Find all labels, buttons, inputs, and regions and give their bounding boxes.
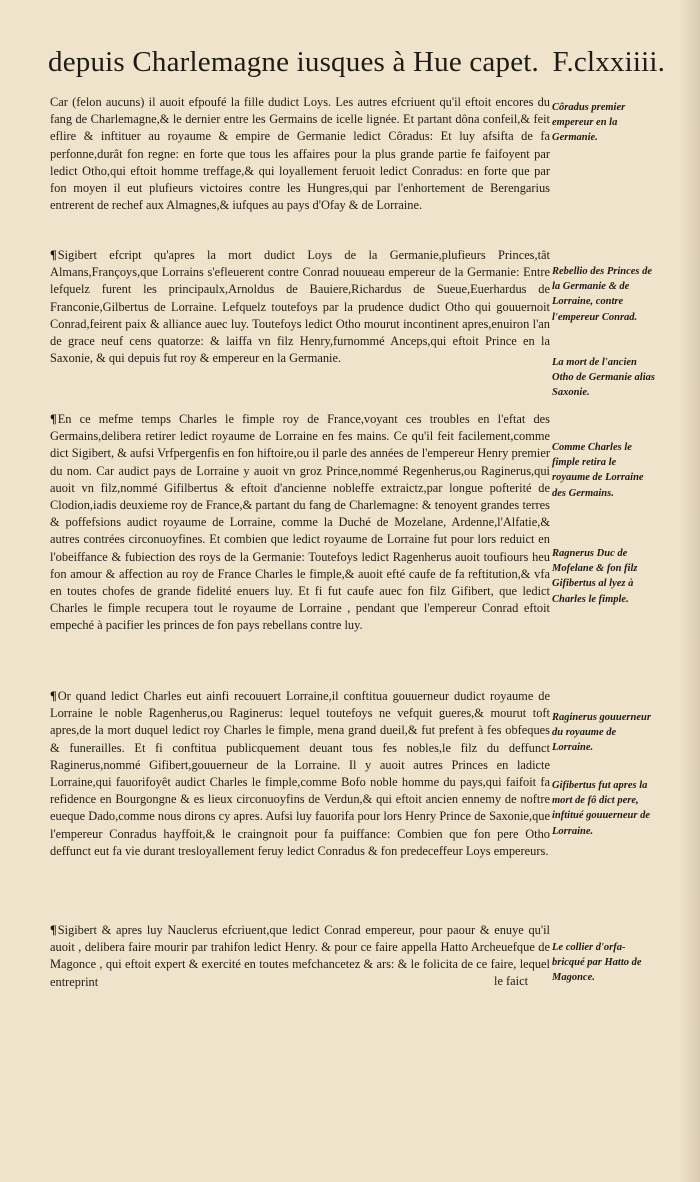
paragraph-text: En ce mefme temps Charles le fimple roy de France,voyant ces troubles en l'eftat des Germains,delibera retirer ledict royaume de Lorraine en fes mains. Ce qu'il feit facilement,comme dict Sigibert, & aufsi Vrfpergenfis en fon hiftoire,ou il parle des années de l'empereur Henry premier du nom. Car audict pays de Lorraine y auoit vn groz Prince,nommé Regenherus,ou Raginerus,qui auoit vn filz,nommé Gifilbertus & eftoit d'ancienne nobleffe extraictz,par longue pofterité de Clodion,iadis deuxieme roy de France,& partant du fang de Charlemagne: & tenoyent grandes terres & poffefsions audict royaume de Lorraine, comme la Duché de Mozelane, Ardenne,l'Alfatie,& autres contrées circonuoyfines. Et combien que ledict royaume de Lorraine fut pour lors reduict en l'obeiffance & fubiection des roys de la Germanie: Toutefoys ledict Ragenherus auoit toufiours heu fon amour & affection au roy de France Charles le fimple,& auoit efté caufe de fa reftitution,& vfa en toutes chofes de grande fidelité enuers luy. Et fi fut caufe auec fon filz Gifibert, que ledict Charles le fimple recupera tout le royaume de Lorraine , pendant que l'empereur Conrad eftoit empeché à pacifier les princes de fon pays rebellans contre luy. bbox=[50, 412, 550, 633]
pilcrow-mark: ¶ bbox=[50, 248, 57, 262]
paragraph-2 bbox=[50, 247, 550, 367]
running-head bbox=[48, 46, 668, 79]
paragraph-5 bbox=[50, 922, 550, 991]
margin-note: Rebellio des Princes de la Germanie & de Lorraine, contre l'empereur Conrad. bbox=[552, 266, 653, 323]
margin-note: Le collier d'orfa-bricqué par Hatto de Magonce. bbox=[552, 942, 642, 984]
margin-note: Raginerus gouuerneur du royaume de Lorraine. bbox=[552, 712, 651, 754]
paragraph-text: Or quand ledict Charles eut ainfi recouuert Lorraine,il conftitua gouuerneur dudict royaume de Lorraine le noble Ragenherus,ou Raginerus: lequel toutefoys ne vefquit gueres,& mourut toft apres,de la mort duquel ledict roy Charles le fimple, mena grand dueil,& fut prefent à fes obfeques & funerailles. Et fi conftitua publicquement deuant tous fes nobles,le filz du deffunct Raginerus,nommé Gifibert,gouuerneur de la Lorraine. Il y auoit autres Princes en ladicte Lorraine,qui fauorifoyêt audict Charles le fimple,comme Bofo noble homme du pays,qui faifoit fa refidence en Bourgongne & es lieux circonuoyfins de Verdun,& qui eftoit ancien ennemy de noftre eueque Dado,comme nous dirons cy apres. Aufsi luy fauorifa pour lors Henry Prince de Saxonie,que l'empereur Conradus hayffoit,& le craingnoit pour fa puiffance: Combien que fon pere Otho deffunct eut fa vie durant tresloyallement feruy ledict Conradus & fon predeceffeur Loys empereurs. bbox=[50, 689, 550, 858]
margin-note: Comme Charles le fimple retira le royaume de Lorraine des Germains. bbox=[552, 442, 644, 499]
paragraph-1 bbox=[50, 94, 550, 214]
pilcrow-mark: ¶ bbox=[50, 412, 57, 426]
paragraph-text: Sigibert & apres luy Nauclerus efcriuent,que ledict Conrad empereur, pour paour & enuye qu'il auoit , delibera faire mourir par trahifon ledict Henry. & pour ce faire appella Hatto Archeuefque de Magonce , qui eftoit expert & exercité en toutes mefchancetez & ars: & le folicita de ce faire, lequel entreprint bbox=[50, 923, 550, 989]
catchword: le faict bbox=[494, 974, 529, 988]
folio-number: F.clxxiiii. bbox=[552, 46, 666, 78]
margin-note: Ragnerus Duc de Mofelane & fon filz Gifibertus al lyez à Charles le fimple. bbox=[552, 548, 638, 605]
paragraph-4 bbox=[50, 688, 550, 860]
paragraph-3 bbox=[50, 411, 550, 635]
margin-note: Côradus premier empereur en la Germanie. bbox=[552, 102, 626, 144]
margin-note: La mort de l'ancien Otho de Germanie alias Saxonie. bbox=[552, 357, 655, 399]
paragraph-text: Car (felon aucuns) il auoit efpoufé la fille dudict Loys. Les autres efcriuent qu'il eftoit encores du fang de Charlemagne,& le dernier entre les Germains de icelle lignée. Et partant dôna confeil,& feit eflire & inftituer au royaume & empire de Germanie ledict Côradus: Et luy afsifta de fa perfonne,durât fon regne: en forte que tous les affaires pour la plus grande partie fe faifoyent par ledict Otho,qui eftoit homme treffage,& qui loyallement feruoit ledict Conradus: en forte que par fon moyen il eut plufieurs victoires contre les Hungres,qui par l'enhortement de Berengarius entrerent de rechef aux Almagnes,& iufques au pays d'Ofay & de Lorraine. bbox=[50, 95, 550, 213]
pilcrow-mark: ¶ bbox=[50, 689, 57, 703]
running-title: depuis Charlemagne iusques à Hue capet. bbox=[48, 46, 539, 78]
page-edge-shadow bbox=[678, 0, 700, 1182]
pilcrow-mark: ¶ bbox=[50, 923, 57, 937]
margin-note: Gifibertus fut apres la mort de fô dict pere, inftitué gouuerneur de Lorraine. bbox=[552, 780, 651, 837]
paragraph-text: Sigibert efcript qu'apres la mort dudict Loys de la Germanie,plufieurs Princes,tât Almans,Françoys,que Lorrains s'efleuerent contre Conrad nouueau empereur de la Germanie: Entre lefquelz furent les principaulx,Arnoldus de Bauiere,Richardus de Sueue,Euerhardus de Franconie,Gilbertus de Lorraine. Lefquelz toutefoys par la prudence dudict Otho qui gouuernoit Conrad,feirent paix & alliance auec luy. Toutefoys ledict Otho mourut incontinent apres,enuiron l'an de grace neuf cens quatorze: & laiffa vn filz Henry,furnommé Anceps,qui eftoit Prince en la Saxonie, & qui depuis fut roy & empereur en la Germanie. bbox=[50, 248, 550, 366]
